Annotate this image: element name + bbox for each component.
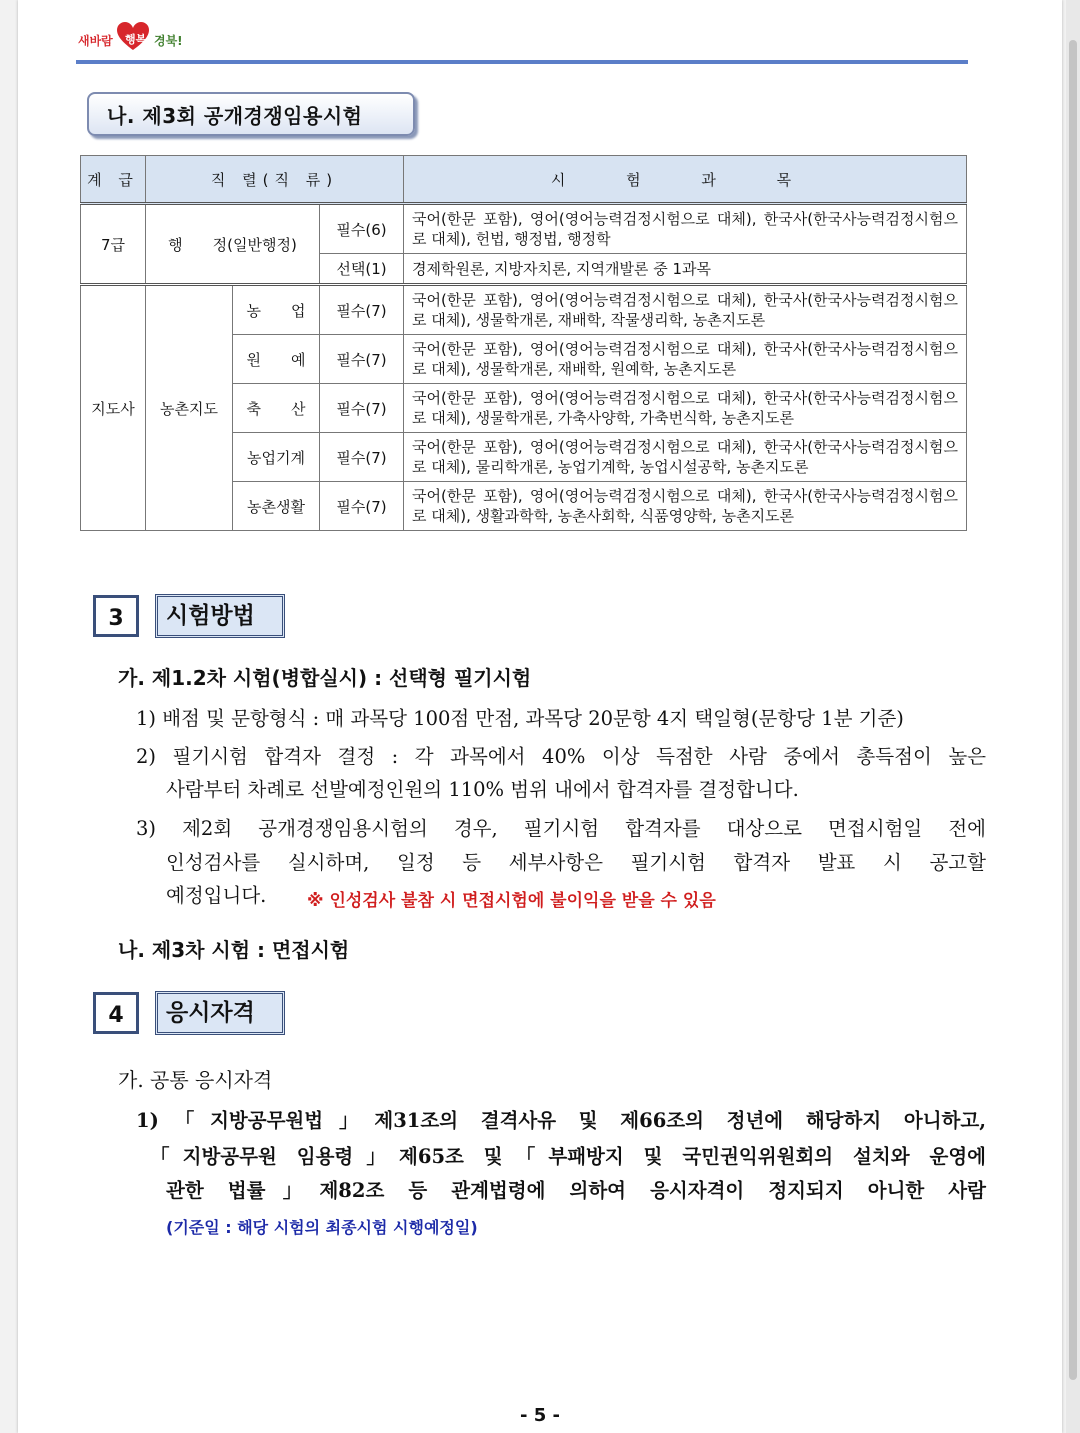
table-header-row [81,156,967,204]
cell-series-rural: 농촌지도 [146,285,233,531]
section3-warning-note: ※ 인성검사 불참 시 면접시험에 불이익을 받을 수 있음 [307,891,716,911]
section3-sub-a: 가. 제1.2차 시험(병합실시) : 선택형 필기시험 [118,666,532,690]
section3-item3-line3: 예정입니다. [166,884,267,907]
header-series: 직 렬(직 류) [146,156,404,204]
cell-field: 원 예 [233,335,320,384]
cell-field: 농업기계 [233,433,320,482]
section3-item2-line2: 사람부터 차례로 선발예정인원의 110% 범위 내에서 합격자를 결정합니다. [166,778,799,801]
cell-optional-subjects: 경제학원론, 지방자치론, 지역개발론 중 1과목 [404,254,967,285]
cell-optional-label: 선택(1) [320,254,404,285]
section3-sub-b: 나. 제3차 시험 : 면접시험 [118,938,350,962]
cell-field: 축 산 [233,384,320,433]
header-rule [76,60,968,64]
section4-number: 4 [93,992,139,1034]
header-subjects: 시 험 과 목 [404,156,967,204]
section4-title: 응시자격 [155,991,285,1035]
section-na-title: 나. 제3회 공개경쟁임용시험 [87,92,415,136]
cell-required-subjects: 국어(한문 포함), 영어(영어능력검정시험으로 대체), 한국사(한국사능력검정시험으로 대체), 생활과학학, 농촌사회학, 식품영양학, 농촌지도론 [404,482,967,531]
section4-sub-a: 가. 공통 응시자격 [118,1068,273,1092]
cell-grade-instructor: 지도사 [81,285,146,531]
cell-grade-7: 7급 [81,204,146,285]
cell-required-subjects: 국어(한문 포함), 영어(영어능력검정시험으로 대체), 한국사(한국사능력검정시험으로 대체), 생물학개론, 재배학, 원예학, 농촌지도론 [404,335,967,384]
cell-field: 농 업 [233,285,320,335]
table-row [81,285,967,335]
cell-field: 농촌생활 [233,482,320,531]
logo-text-center: 행복 [125,33,147,46]
cell-required-label: 필수(7) [320,335,404,384]
scrollbar-track[interactable] [1066,0,1080,1433]
section4-item1-line1: 1)「지방공무원법」제31조의 결격사유 및 제66조의 정년에 해당하지 아니하고, [136,1109,986,1132]
section3-number: 3 [93,595,139,637]
cell-required-label: 필수(7) [320,384,404,433]
page-number: - 5 - [520,1405,560,1426]
section3-title: 시험방법 [155,594,285,638]
cell-required-label: 필수(7) [320,482,404,531]
cell-required-subjects: 국어(한문 포함), 영어(영어능력검정시험으로 대체), 한국사(한국사능력검정시험으로 대체), 물리학개론, 농업기계학, 농업시설공학, 농촌지도론 [404,433,967,482]
cell-series-admin: 행 정(일반행정) [146,204,320,285]
section3-item3-line1: 3) 제2회 공개경쟁임용시험의 경우, 필기시험 합격자를 대상으로 면접시험일 전에 [136,817,986,840]
section3-item3-line2: 인성검사를 실시하며, 일정 등 세부사항은 필기시험 합격자 발표 시 공고할 [166,851,986,874]
section4-item1-line2: 「지방공무원 임용령」제65조 및「부패방지 및 국민권익위원회의 설치와 운영에 [150,1145,986,1168]
cell-required-subjects: 국어(한문 포함), 영어(영어능력검정시험으로 대체), 한국사(한국사능력검정시험으로 대체), 생물학개론, 재배학, 작물생리학, 농촌지도론 [404,285,967,335]
exam-subjects-table [80,155,967,531]
header-grade: 계 급 [81,156,146,204]
section4-item1-line3: 관한 법률」제82조 등 관계법령에 의하여 응시자격이 정지되지 아니한 사람 [166,1179,986,1202]
section3-item1: 1) 배점 및 문항형식 : 매 과목당 100점 만점, 과목당 20문항 4지 택일형(문항당 1분 기준) [136,707,904,730]
cell-required-subjects: 국어(한문 포함), 영어(영어능력검정시험으로 대체), 한국사(한국사능력검정시험으로 대체), 헌법, 행정법, 행정학 [404,204,967,254]
logo [78,22,218,58]
section3-item2-line1: 2) 필기시험 합격자 결정 : 각 과목에서 40% 이상 득점한 사람 중에서 총득점이 높은 [136,745,986,768]
logo-text-right: 경북! [154,34,183,48]
cell-required-label: 필수(7) [320,285,404,335]
cell-required-subjects: 국어(한문 포함), 영어(영어능력검정시험으로 대체), 한국사(한국사능력검정시험으로 대체), 생물학개론, 가축사양학, 가축번식학, 농촌지도론 [404,384,967,433]
table-row [81,204,967,254]
cell-required-label: 필수(7) [320,433,404,482]
logo-text-left: 새바람 [78,34,113,48]
cell-required-label: 필수(6) [320,204,404,254]
scrollbar-thumb[interactable] [1069,40,1077,1380]
section4-basis-date-note: (기준일 : 해당 시험의 최종시험 시행예정일) [166,1218,478,1237]
